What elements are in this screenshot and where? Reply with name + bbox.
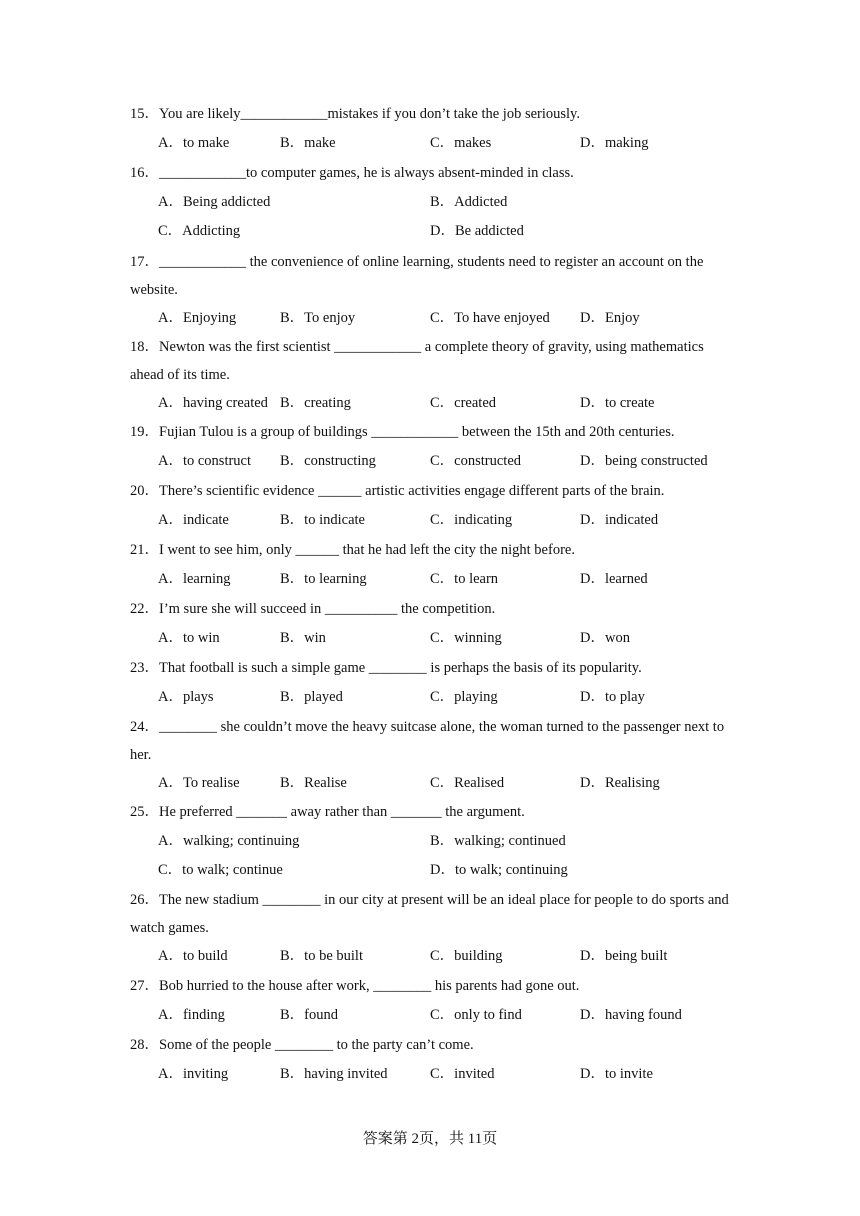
question-20 xyxy=(130,477,735,526)
question-stem: 23．That football is such a simple game ________ is perhaps the basis of its popularity. xyxy=(130,660,642,676)
option-c: C．only to find xyxy=(430,1007,522,1023)
option-b: B．Addicted xyxy=(430,194,508,210)
page-footer: 答案第 2页，共 11页 xyxy=(362,1131,498,1147)
option-b: B．found xyxy=(280,1007,338,1023)
option-c: C．To have enjoyed xyxy=(430,310,550,326)
option-b: B．to be built xyxy=(280,948,363,964)
option-row xyxy=(130,447,735,467)
option-b: B．win xyxy=(280,630,326,646)
option-a: A．Enjoying xyxy=(158,310,237,326)
option-c: C．building xyxy=(430,948,503,964)
option-c: C．to walk; continue xyxy=(158,862,283,878)
question-17 xyxy=(130,248,735,324)
option-row xyxy=(130,856,735,876)
question-28 xyxy=(130,1031,735,1080)
option-a: A．plays xyxy=(158,689,214,705)
option-c: C．playing xyxy=(430,689,498,705)
option-c: C．Realised xyxy=(430,775,505,791)
question-stem: 18．Newton was the first scientist ____________ a complete theory of gravity, using mathematics ahead of its time. xyxy=(130,339,704,383)
question-stem: 27．Bob hurried to the house after work, ________ his parents had gone out. xyxy=(130,978,580,994)
option-d: D．to play xyxy=(580,689,645,705)
option-b: B．To enjoy xyxy=(280,310,356,326)
option-a: A．having created xyxy=(158,395,268,411)
question-23 xyxy=(130,654,735,703)
question-19 xyxy=(130,418,735,467)
option-d: D．being built xyxy=(580,948,668,964)
option-row xyxy=(130,129,735,149)
option-a: A．to make xyxy=(158,135,230,151)
option-d: D．having found xyxy=(580,1007,682,1023)
option-d: D．to invite xyxy=(580,1066,653,1082)
option-a: A．walking; continuing xyxy=(158,833,300,849)
option-c: C．constructed xyxy=(430,453,522,469)
option-row xyxy=(130,624,735,644)
question-stem: 20．There’s scientific evidence ______ artistic activities engage different parts of the brain. xyxy=(130,483,665,499)
option-b: B．to learning xyxy=(280,571,367,587)
option-d: D．to create xyxy=(580,395,655,411)
question-21 xyxy=(130,536,735,585)
option-row xyxy=(130,506,735,526)
option-row xyxy=(130,217,735,237)
option-c: C．invited xyxy=(430,1066,495,1082)
option-d: D．to walk; continuing xyxy=(430,862,568,878)
option-b: B．Realise xyxy=(280,775,347,791)
option-row xyxy=(130,942,735,962)
option-a: A．Being addicted xyxy=(158,194,271,210)
question-stem: 26．The new stadium ________ in our city at present will be an ideal place for people to do sports and watch games. xyxy=(130,892,729,936)
question-25 xyxy=(130,798,735,876)
option-a: A．finding xyxy=(158,1007,225,1023)
question-stem: 21．I went to see him, only ______ that he had left the city the night before. xyxy=(130,542,575,558)
question-stem: 22．I’m sure she will succeed in __________ the competition. xyxy=(130,601,496,617)
question-stem: 17．____________ the convenience of online learning, students need to register an account on the website. xyxy=(130,254,704,298)
option-b: B．make xyxy=(280,135,336,151)
question-24 xyxy=(130,713,735,789)
option-d: D．Enjoy xyxy=(580,310,640,326)
question-22 xyxy=(130,595,735,644)
question-stem: 28．Some of the people ________ to the party can’t come. xyxy=(130,1037,474,1053)
option-d: D．Be addicted xyxy=(430,223,524,239)
option-row xyxy=(130,769,735,789)
question-stem: 25．He preferred _______ away rather than _______ the argument. xyxy=(130,804,525,820)
option-row xyxy=(130,565,735,585)
option-b: B．played xyxy=(280,689,343,705)
option-row xyxy=(130,389,735,409)
option-c: C．to learn xyxy=(430,571,499,587)
option-d: D．indicated xyxy=(580,512,659,528)
option-b: B．creating xyxy=(280,395,351,411)
option-b: B．walking; continued xyxy=(430,833,566,849)
option-row xyxy=(130,683,735,703)
option-row xyxy=(130,188,735,208)
option-a: A．inviting xyxy=(158,1066,229,1082)
option-d: D．Realising xyxy=(580,775,660,791)
option-d: D．learned xyxy=(580,571,648,587)
question-stem: 16．____________to computer games, he is always absent-minded in class. xyxy=(130,165,574,181)
option-a: A．to construct xyxy=(158,453,252,469)
option-c: C．indicating xyxy=(430,512,513,528)
option-b: B．having invited xyxy=(280,1066,388,1082)
question-stem: 15．You are likely____________mistakes if you don’t take the job seriously. xyxy=(130,106,580,122)
question-15 xyxy=(130,100,735,149)
option-d: D．making xyxy=(580,135,649,151)
question-18 xyxy=(130,333,735,409)
question-16 xyxy=(130,159,735,237)
question-stem: 24．________ she couldn’t move the heavy suitcase alone, the woman turned to the passenger next to her. xyxy=(130,719,725,763)
question-stem: 19．Fujian Tulou is a group of buildings ____________ between the 15th and 20th centuries. xyxy=(130,424,675,440)
option-b: B．constructing xyxy=(280,453,376,469)
option-a: A．to build xyxy=(158,948,228,964)
option-row xyxy=(130,304,735,324)
option-a: A．learning xyxy=(158,571,231,587)
option-row xyxy=(130,1060,735,1080)
option-c: C．makes xyxy=(430,135,492,151)
question-27 xyxy=(130,972,735,1021)
option-d: D．being constructed xyxy=(580,453,708,469)
option-a: A．To realise xyxy=(158,775,240,791)
option-d: D．won xyxy=(580,630,630,646)
option-b: B．to indicate xyxy=(280,512,365,528)
option-c: C．created xyxy=(430,395,497,411)
option-c: C．Addicting xyxy=(158,223,241,239)
option-c: C．winning xyxy=(430,630,502,646)
option-a: A．to win xyxy=(158,630,220,646)
option-row xyxy=(130,1001,735,1021)
question-26 xyxy=(130,886,735,962)
option-row xyxy=(130,827,735,847)
option-a: A．indicate xyxy=(158,512,229,528)
